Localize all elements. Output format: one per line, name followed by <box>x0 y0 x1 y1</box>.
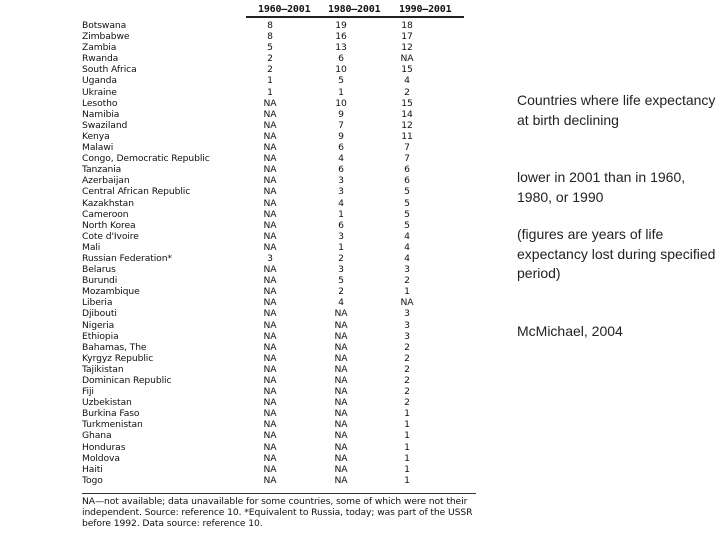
value-1960-2001: NA <box>263 308 277 320</box>
value-1980-2001: 4 <box>338 297 344 309</box>
value-1960-2001: NA <box>263 264 277 276</box>
value-1980-2001: 13 <box>335 42 347 54</box>
country-cell: Uzbekistan <box>82 397 132 409</box>
country-cell: Russian Federation* <box>82 252 172 264</box>
value-1960-2001: NA <box>263 275 277 287</box>
table-row <box>82 75 476 86</box>
value-1980-2001: NA <box>334 474 348 486</box>
country-cell: Kenya <box>82 130 110 142</box>
country-cell: Azerbaijan <box>82 175 130 187</box>
value-1960-2001: NA <box>263 363 277 375</box>
table-bottom-rule <box>82 493 476 494</box>
value-1980-2001: NA <box>334 441 348 453</box>
value-1990-2001: 3 <box>404 308 410 320</box>
table-row <box>82 64 476 75</box>
value-1960-2001: 1 <box>267 75 273 87</box>
value-1980-2001: 16 <box>335 31 347 43</box>
table-row <box>82 198 476 209</box>
country-cell: Central African Republic <box>82 186 191 198</box>
value-1960-2001: NA <box>263 153 277 165</box>
value-1990-2001: 3 <box>404 330 410 342</box>
table-row <box>82 342 476 353</box>
value-1980-2001: 19 <box>335 20 347 31</box>
country-cell: North Korea <box>82 219 136 231</box>
country-cell: Zimbabwe <box>82 31 130 43</box>
table-row <box>82 264 476 275</box>
value-1980-2001: 6 <box>338 164 344 176</box>
value-1960-2001: NA <box>263 386 277 398</box>
value-1990-2001: 12 <box>401 42 413 54</box>
value-1960-2001: NA <box>263 241 277 253</box>
value-1990-2001: 15 <box>401 64 413 76</box>
value-1990-2001: 4 <box>404 75 410 87</box>
value-1980-2001: NA <box>334 341 348 353</box>
country-cell: Malawi <box>82 142 114 154</box>
country-cell: Kazakhstan <box>82 197 134 209</box>
value-1980-2001: 3 <box>338 186 344 198</box>
country-cell: Bahamas, The <box>82 341 147 353</box>
value-1980-2001: NA <box>334 419 348 431</box>
table-row <box>82 397 476 408</box>
value-1980-2001: 3 <box>338 230 344 242</box>
table-body <box>82 20 476 486</box>
country-cell: Fiji <box>82 386 94 398</box>
table-row <box>82 220 476 231</box>
value-1990-2001: 1 <box>404 286 410 298</box>
country-cell: Burundi <box>82 275 118 287</box>
value-1990-2001: 2 <box>404 275 410 287</box>
table-row <box>82 308 476 319</box>
country-cell: Botswana <box>82 20 127 31</box>
value-1990-2001: 1 <box>404 463 410 475</box>
value-1990-2001: 2 <box>404 363 410 375</box>
country-cell: Uganda <box>82 75 117 87</box>
table-row <box>82 297 476 308</box>
value-1980-2001: NA <box>334 308 348 320</box>
country-cell: Haiti <box>82 463 103 475</box>
country-cell: Mozambique <box>82 286 140 298</box>
value-1960-2001: NA <box>263 474 277 486</box>
value-1980-2001: 9 <box>338 108 344 120</box>
value-1960-2001: NA <box>263 119 277 131</box>
country-cell: Liberia <box>82 297 113 309</box>
table-row <box>82 475 476 486</box>
table-row <box>82 209 476 220</box>
country-cell: Namibia <box>82 108 120 120</box>
table-row <box>82 331 476 342</box>
value-1980-2001: NA <box>334 352 348 364</box>
value-1980-2001: 10 <box>335 64 347 76</box>
value-1960-2001: NA <box>263 297 277 309</box>
table-row <box>82 453 476 464</box>
table-row <box>82 20 476 31</box>
table-row <box>82 142 476 153</box>
value-1990-2001: 12 <box>401 119 413 131</box>
country-cell: Togo <box>82 474 103 486</box>
value-1960-2001: NA <box>263 219 277 231</box>
table-row <box>82 430 476 441</box>
value-1960-2001: NA <box>263 375 277 386</box>
value-1980-2001: NA <box>334 397 348 409</box>
country-cell: Rwanda <box>82 53 119 65</box>
value-1980-2001: NA <box>334 375 348 386</box>
country-cell: Cameroon <box>82 208 129 220</box>
value-1990-2001: 7 <box>404 153 410 165</box>
value-1980-2001: 1 <box>338 208 344 220</box>
value-1960-2001: NA <box>263 97 277 109</box>
table-row <box>82 320 476 331</box>
value-1980-2001: 5 <box>338 75 344 87</box>
country-cell: Belarus <box>82 264 116 276</box>
table-row <box>82 286 476 297</box>
value-1980-2001: 2 <box>338 286 344 298</box>
value-1980-2001: 7 <box>338 119 344 131</box>
value-1980-2001: 3 <box>338 264 344 276</box>
table-row <box>82 98 476 109</box>
value-1990-2001: 5 <box>404 197 410 209</box>
value-1980-2001: NA <box>334 330 348 342</box>
country-cell: Honduras <box>82 441 126 453</box>
country-cell: South Africa <box>82 64 137 76</box>
table-row <box>82 87 476 98</box>
value-1960-2001: 8 <box>267 20 273 31</box>
value-1960-2001: 3 <box>267 252 273 264</box>
value-1960-2001: NA <box>263 230 277 242</box>
table-row <box>82 131 476 142</box>
value-1990-2001: 4 <box>404 252 410 264</box>
table-row <box>82 375 476 386</box>
header-rule <box>246 16 464 18</box>
value-1960-2001: NA <box>263 441 277 453</box>
table-row <box>82 442 476 453</box>
side-text-citation: McMichael, 2004 <box>517 323 623 339</box>
table-row <box>82 120 476 131</box>
country-cell: Lesotho <box>82 97 118 109</box>
value-1960-2001: 8 <box>267 31 273 43</box>
value-1990-2001: 2 <box>404 341 410 353</box>
value-1990-2001: 6 <box>404 175 410 187</box>
side-text-heading: Countries where life expectancy at birth declining <box>517 92 716 128</box>
value-1990-2001: 2 <box>404 397 410 409</box>
value-1980-2001: 4 <box>338 153 344 165</box>
table-row <box>82 153 476 164</box>
table-row <box>82 31 476 42</box>
value-1960-2001: NA <box>263 419 277 431</box>
value-1960-2001: NA <box>263 175 277 187</box>
country-cell: Dominican Republic <box>82 375 172 386</box>
country-cell: Turkmenistan <box>82 419 143 431</box>
value-1960-2001: NA <box>263 452 277 464</box>
value-1960-2001: NA <box>263 197 277 209</box>
value-1990-2001: 5 <box>404 186 410 198</box>
value-1990-2001: 1 <box>404 441 410 453</box>
value-1990-2001: 1 <box>404 419 410 431</box>
value-1990-2001: 18 <box>401 20 413 31</box>
country-cell: Zambia <box>82 42 117 54</box>
value-1960-2001: NA <box>263 408 277 420</box>
value-1960-2001: NA <box>263 208 277 220</box>
value-1960-2001: NA <box>263 319 277 331</box>
value-1990-2001: 3 <box>404 264 410 276</box>
table-row <box>82 186 476 197</box>
value-1960-2001: 2 <box>267 64 273 76</box>
value-1990-2001: 1 <box>404 474 410 486</box>
value-1990-2001: 17 <box>401 31 413 43</box>
value-1980-2001: 2 <box>338 252 344 264</box>
col-header-1960-2001: 1960–2001 <box>258 4 311 15</box>
value-1980-2001: 9 <box>338 130 344 142</box>
value-1980-2001: 1 <box>338 241 344 253</box>
value-1990-2001: 15 <box>401 97 413 109</box>
table-row <box>82 42 476 53</box>
value-1980-2001: NA <box>334 408 348 420</box>
country-cell: Djibouti <box>82 308 117 320</box>
table-row <box>82 253 476 264</box>
value-1980-2001: 10 <box>335 97 347 109</box>
value-1960-2001: NA <box>263 463 277 475</box>
country-cell: Nigeria <box>82 319 115 331</box>
value-1980-2001: 1 <box>338 86 344 98</box>
value-1980-2001: 3 <box>338 175 344 187</box>
value-1980-2001: 6 <box>338 53 344 65</box>
value-1980-2001: 6 <box>338 142 344 154</box>
country-cell: Ghana <box>82 430 112 442</box>
value-1990-2001: 5 <box>404 219 410 231</box>
table-footnote: NA—not available; data unavailable for some countries, some of which were not their independent. Source: reference 10. *Equivalent to Russia, today; was part of the USSR before 1992. Data source: reference 10. <box>82 496 473 529</box>
col-header-1990-2001: 1990–2001 <box>399 4 452 15</box>
value-1960-2001: NA <box>263 352 277 364</box>
value-1990-2001: NA <box>400 297 414 309</box>
table-row <box>82 175 476 186</box>
value-1990-2001: 5 <box>404 208 410 220</box>
value-1990-2001: 4 <box>404 241 410 253</box>
value-1990-2001: 11 <box>401 130 413 142</box>
value-1960-2001: NA <box>263 142 277 154</box>
table-row <box>82 109 476 120</box>
col-header-1980-2001: 1980–2001 <box>328 4 381 15</box>
value-1990-2001: 7 <box>404 142 410 154</box>
value-1990-2001: 2 <box>404 352 410 364</box>
value-1960-2001: 2 <box>267 53 273 65</box>
table-row <box>82 464 476 475</box>
value-1980-2001: 6 <box>338 219 344 231</box>
table-row <box>82 275 476 286</box>
side-text-criterion: lower in 2001 than in 1960, 1980, or 1990 <box>517 169 686 205</box>
table-row <box>82 386 476 397</box>
table-row <box>82 242 476 253</box>
value-1960-2001: NA <box>263 330 277 342</box>
table-row <box>82 231 476 242</box>
value-1980-2001: NA <box>334 363 348 375</box>
value-1990-2001: 1 <box>404 430 410 442</box>
life-expectancy-table <box>82 2 476 537</box>
country-cell: Ukraine <box>82 86 117 98</box>
value-1980-2001: NA <box>334 430 348 442</box>
country-cell: Tajikistan <box>82 363 124 375</box>
table-row <box>82 408 476 419</box>
country-cell: Kyrgyz Republic <box>82 352 154 364</box>
country-cell: Burkina Faso <box>82 408 140 420</box>
value-1980-2001: NA <box>334 452 348 464</box>
table-row <box>82 419 476 430</box>
value-1990-2001: 1 <box>404 452 410 464</box>
value-1980-2001: 4 <box>338 197 344 209</box>
value-1960-2001: NA <box>263 430 277 442</box>
value-1990-2001: 3 <box>404 319 410 331</box>
country-cell: Moldova <box>82 452 120 464</box>
value-1960-2001: NA <box>263 186 277 198</box>
value-1960-2001: 1 <box>267 86 273 98</box>
value-1960-2001: NA <box>263 286 277 298</box>
value-1990-2001: 4 <box>404 230 410 242</box>
value-1960-2001: NA <box>263 130 277 142</box>
value-1990-2001: 1 <box>404 408 410 420</box>
country-cell: Swaziland <box>82 119 128 131</box>
country-cell: Tanzania <box>82 164 122 176</box>
value-1990-2001: 6 <box>404 164 410 176</box>
country-cell: Mali <box>82 241 101 253</box>
value-1980-2001: NA <box>334 463 348 475</box>
country-cell: Congo, Democratic Republic <box>82 153 210 165</box>
value-1960-2001: NA <box>263 164 277 176</box>
side-text-units-note: (figures are years of life expectancy lost during specified period) <box>517 226 716 281</box>
value-1990-2001: 14 <box>401 108 413 120</box>
value-1960-2001: NA <box>263 341 277 353</box>
value-1990-2001: 2 <box>404 386 410 398</box>
table-row <box>82 164 476 175</box>
value-1960-2001: NA <box>263 108 277 120</box>
value-1990-2001: 2 <box>404 375 410 386</box>
value-1960-2001: 5 <box>267 42 273 54</box>
value-1960-2001: NA <box>263 397 277 409</box>
country-cell: Cote d'Ivoire <box>82 230 139 242</box>
value-1990-2001: 2 <box>404 86 410 98</box>
value-1980-2001: NA <box>334 319 348 331</box>
value-1980-2001: NA <box>334 386 348 398</box>
value-1980-2001: 5 <box>338 275 344 287</box>
table-row <box>82 364 476 375</box>
table-row <box>82 53 476 64</box>
value-1990-2001: NA <box>400 53 414 65</box>
table-row <box>82 353 476 364</box>
country-cell: Ethiopia <box>82 330 119 342</box>
